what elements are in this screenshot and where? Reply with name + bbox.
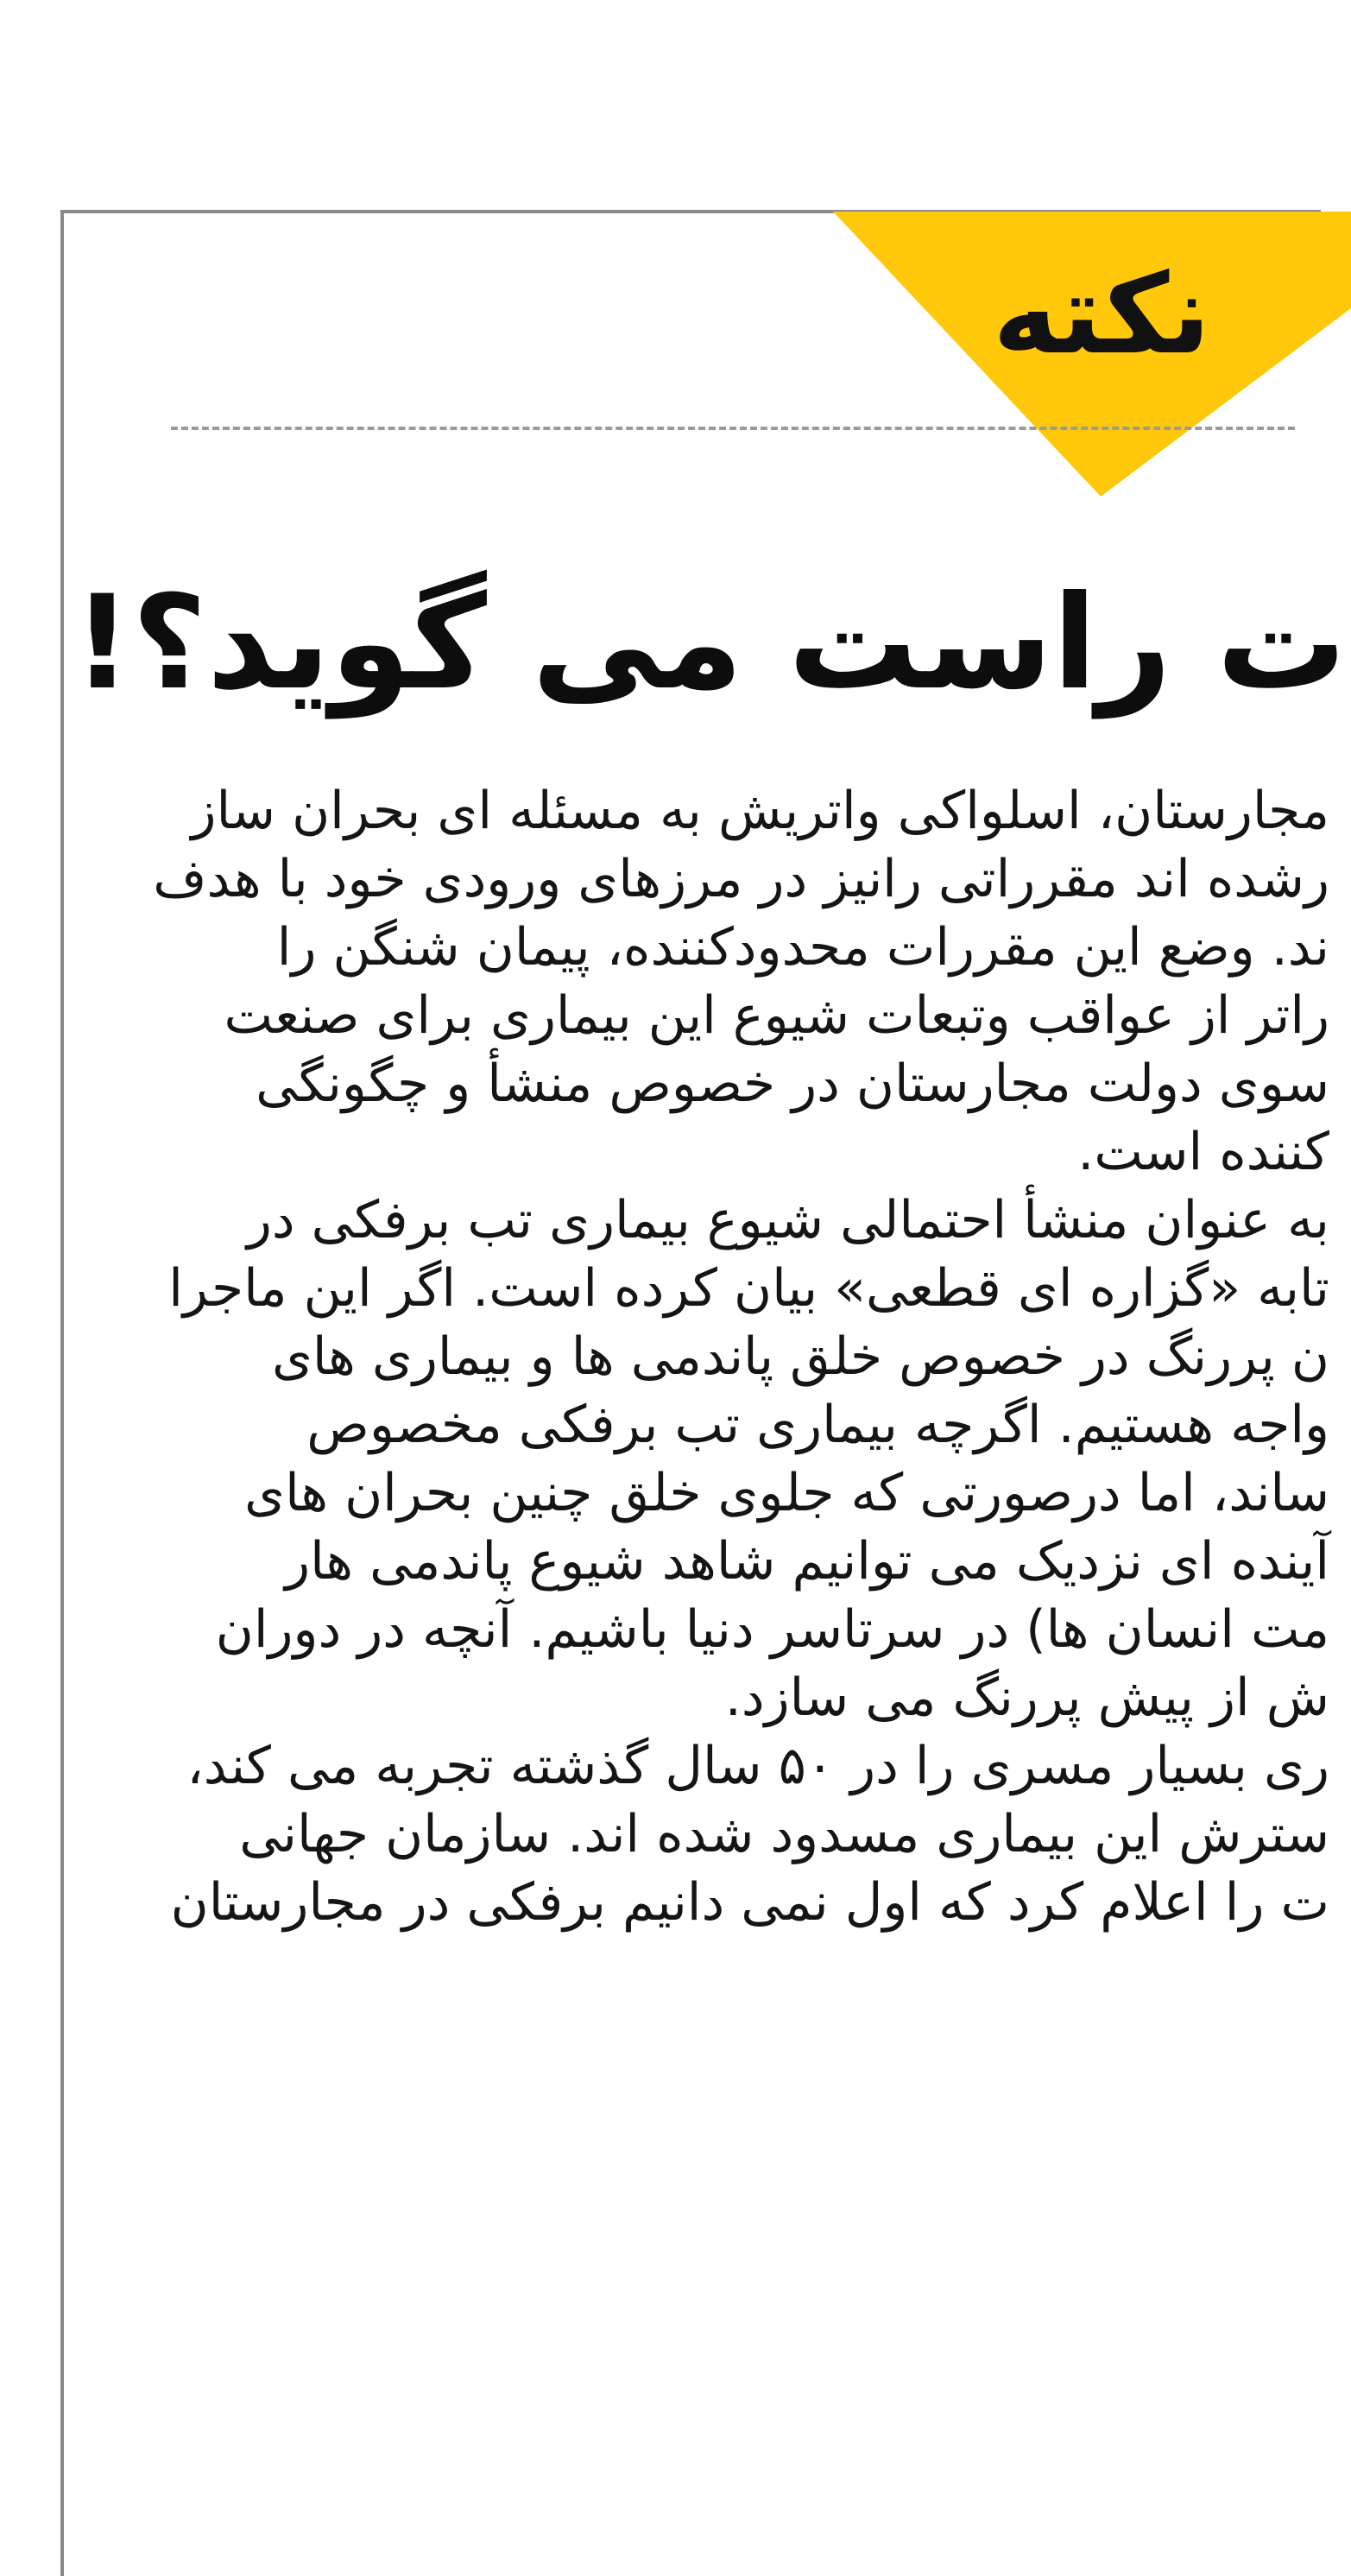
- body-line: تابه «گزاره ای قطعی» بیان کرده است. اگر این ماجرا: [168, 1258, 1329, 1319]
- body-line: مت انسان ها) در سرتاسر دنیا باشیم. آنچه در دوران: [215, 1599, 1329, 1660]
- body-line: کننده است.: [1077, 1122, 1329, 1182]
- body-line: رشده اند مقرراتی رانیز در مرزهای ورودی خود با هدف: [153, 849, 1329, 909]
- badge-label: نکته: [993, 250, 1211, 379]
- body-line: واجه هستیم. اگرچه بیماری تب برفکی مخصوص: [306, 1395, 1329, 1455]
- dashed-divider: [171, 427, 1295, 430]
- body-line: ت را اعلام کرد که اول نمی دانیم برفکی در مجارستان: [170, 1872, 1329, 1933]
- body-line: راتر از عواقب وتبعات شیوع این بیماری برای صنعت: [224, 985, 1329, 1046]
- body-line: به عنوان منشأ احتمالی شیوع بیماری تب برفکی در: [246, 1190, 1329, 1250]
- article-body: [147, 777, 1329, 1937]
- body-line: ند. وضع این مقررات محدودکننده، پیمان شنگن را: [276, 917, 1329, 978]
- body-line: ن پررنگ در خصوص خلق پاندمی ها و بیماری های: [271, 1326, 1329, 1387]
- article-headline: ت راست می گوید؟!: [73, 568, 1347, 718]
- body-line: ش از پیش پررنگ می سازد.: [724, 1668, 1329, 1728]
- body-line: آینده ای نزدیک می توانیم شاهد شیوع پاندمی هار: [285, 1531, 1329, 1592]
- body-line: ساند، اما درصورتی که جلوی خلق چنین بحران های: [244, 1463, 1329, 1523]
- body-line: سترش این بیماری مسدود شده اند. سازمان جهانی: [239, 1804, 1329, 1864]
- body-line: سوی دولت مجارستان در خصوص منشأ و چگونگی: [256, 1054, 1329, 1114]
- body-line: مجارستان، اسلواکی واتریش به مسئله ای بحران ساز: [191, 781, 1329, 841]
- body-line: ری بسیار مسری را در ۵۰ سال گذشته تجربه می کند،: [186, 1736, 1329, 1796]
